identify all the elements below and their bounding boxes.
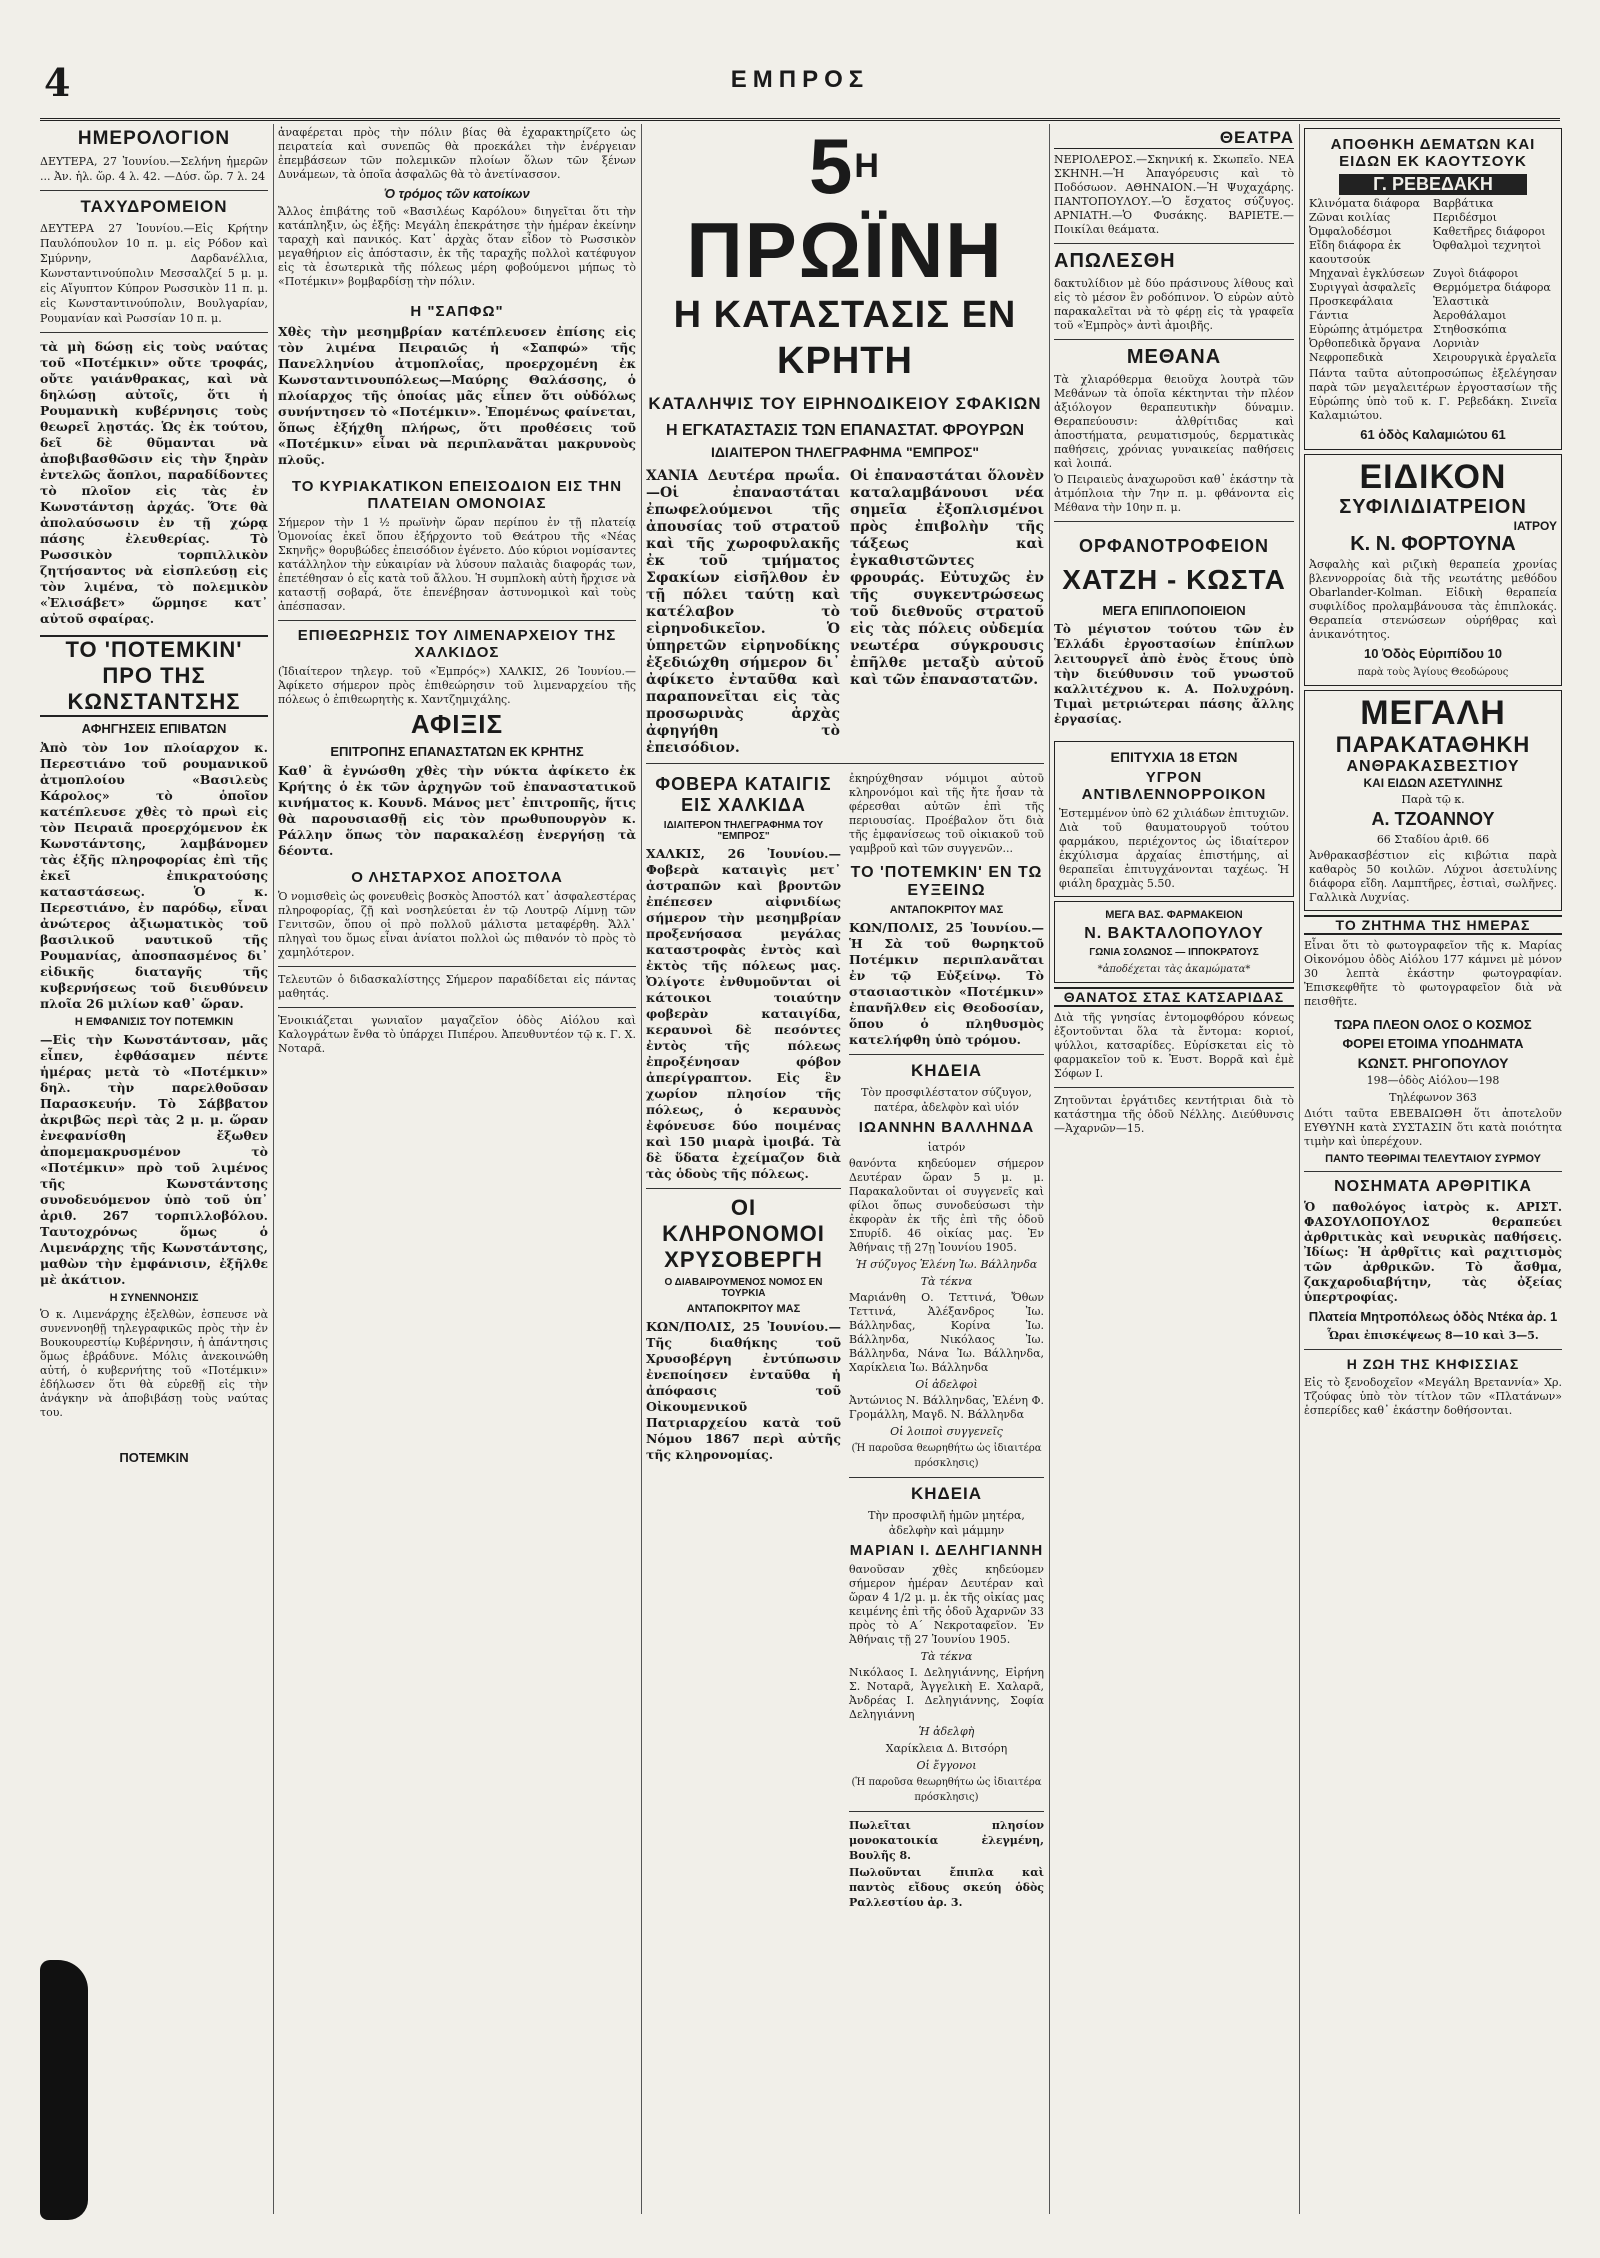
- peiraios-text: Ὁ Πειραιεὺς ἀναχωροῦσι καθ᾽ ἑκάστην τὰ ἀτμόπλοια τὴν 7ην π. μ. φθάνοντα εἰς Μέθανα τὴν 10ην π. μ.: [1054, 473, 1294, 514]
- apothiki-item: Λορνιὰν: [1433, 337, 1480, 350]
- nosimata-addr: Πλατεία Μητροπόλεως ὁδὸς Ντέκα ἀρ. 1: [1308, 1309, 1558, 1324]
- megali-title: ΜΕΓΑΛΗ: [1360, 694, 1506, 732]
- apoleshi-text: δακτυλίδιον μὲ δύο πράσινους λίθους καὶ εἰς τὸ μέσον ἓν ροδόπινον. Ὁ εὑρὼν αὐτὸ παρακαλεῖται νὰ τὸ φέρῃ εἰς τὰ γραφεῖα τοῦ «Ἐμπρὸς» ἀντὶ ἀμοιβῆς.: [1054, 277, 1294, 332]
- fovera-title: ΦΟΒΕΡΑ ΚΑΤΑΙΓΙΣ ΕΙΣ ΧΑΛΚΙΔΑ: [655, 774, 832, 815]
- tora-text: Διότι ταῦτα ΕΒΕΒΑΙΩΘΗ ὅτι ἀποτελοῦν ΕΥΘΥΝΗ κατὰ ΣΥΣΤΑΣΙΝ ὅτι κατὰ ποιότητα τιμὴν καὶ ὑπερέχουν.: [1304, 1107, 1562, 1148]
- divider: [1054, 521, 1294, 522]
- orfanotrofeion-text: Τὸ μέγιστον τούτου τῶν ἐν Ἑλλάδι ἐργοστασίων ἐπίπλων λειτουργεῖ ἀπὸ ἐνὸς ἔτους ὑπὸ τὴν διεύθυνσιν τοῦ γνωστοῦ καλλιτέχνου κ. Α. Πολυχρόνη. Τιμαὶ μετριώτεραι πάσης ἄλλης ἐργασίας.: [1054, 622, 1294, 726]
- hmerologion-text: ΔΕΥΤΕΡΑ, 27 Ἰουνίου.—Σελήνη ἡμερῶν ... Ἀν. ἡλ. ὥρ. 4 λ. 42. —Δύσ. ὥρ. 7 λ. 24: [40, 155, 268, 183]
- kideia-widow: Ἡ σύζυγος Ἑλένη Ἰω. Βάλληνδα: [855, 1258, 1038, 1271]
- kideia2-title: ΚΗΔΕΙΑ: [910, 1484, 983, 1503]
- farmakeion-ad: [1054, 901, 1294, 983]
- eidikon-address-note: παρὰ τοὺς Ἁγίους Θεοδώρους: [1357, 667, 1509, 678]
- xania-right: Οἱ ἐπαναστάται ὅλονὲν καταλαμβάνουσι νέα σημεῖα ἐξοπλισμένοι πρὸς ἐπιβολὴν τῆς τάξεως καὶ ἐγκαθιστῶντες φρουράς. Εὐτυχῶς ἐν τῆς συγκεντρώσεως τοῦ διεθνοῦς στρατοῦ εἰς τὰς πόλεις οὐδεμία νεωτέρα σύγκρουσις ἐπῆλθε μεταξὺ αὐτοῦ καὶ τῶν ἐπαναστατῶν.: [850, 468, 1044, 688]
- divider: [40, 190, 268, 191]
- divider: [1304, 1349, 1562, 1350]
- farmakeion-note: *ἀποδέχεται τὰς ἀκαμώματα*: [1097, 964, 1251, 975]
- epitheorisis-text: (Ἰδιαίτερον τηλεγρ. τοῦ «Ἐμπρός») ΧΑΛΚΙΣ, 26 Ἰουνίου.— Ἀφίκετο σήμερον πρὸς ἐπιθεώρησιν τοῦ λιμεναρχείου τῆς πόλεως ὁ ἐπιθεωρητὴς κ. Χαντζημιχάλης.: [278, 665, 636, 706]
- column-2: [278, 124, 636, 1058]
- divider: [646, 1188, 841, 1189]
- klironomoi-title: ΟΙ ΚΛΗΡΟΝΟΜΟΙ ΧΡΥΣΟΒΕΡΓΗ: [662, 1195, 825, 1272]
- potemkin-headline: ΤΟ 'ΠΟΤΕΜΚΙΝ' ΠΡΟ ΤΗΣ ΚΩΝΣΤΑΝΤΣΗΣ: [40, 635, 268, 717]
- megali-sub: ΠΑΡΑΚΑΤΑΘΗΚΗ: [1335, 732, 1531, 757]
- orfanotrofeion-name: ΧΑΤΖΗ - ΚΩΣΤΑ: [1062, 564, 1286, 595]
- kideia-sub: ἰατρόν: [927, 1141, 966, 1154]
- krete-headline: Η ΚΑΤΑΣΤΑΣΙΣ ΕΝ ΚΡΗΤΗ: [673, 294, 1017, 382]
- emfaniseis-subtitle: Η ΕΜΦΑΝΙΣΙΣ ΤΟΥ ΠΟΤΕΜΚΙΝ: [74, 1016, 234, 1028]
- subcolumn-left: [646, 770, 841, 1912]
- tromos-subtitle: Ὁ τρόμος τῶν κατοίκων: [384, 186, 530, 201]
- kideia2-children: Νικόλαος Ι. Δεληγιάννης, Εἰρήνη Σ. Νοταρᾶ, Ἀγγελικὴ Ε. Χαλαρᾶ, Ἀνδρέας Ι. Δεληγιάννης, Σοφία Δεληγιάννη: [849, 1666, 1044, 1721]
- megali-sub3: ΚΑΙ ΕΙΔΩΝ ΑΣΕΤΥΛΙΝΗΣ: [1363, 776, 1503, 790]
- afixis-text: Καθ᾽ ἃ ἐγνώσθη χθὲς τὴν νύκτα ἀφίκετο ἐκ Κρήτης ὁ ἐκ τῶν ἀρχηγῶν τοῦ ἐπαναστατικοῦ κινήματος κ. Κουνδ. Μάνος μετ᾽ ἐπιτροπῆς, ἥτις θὰ παρουσιασθῇ εἰς τὸν πρωθυπουργὸν κ. Ράλλην ὅπως τὸν παρακαλέσῃ ἐνεργήσῃ τὰ δέοντα.: [278, 763, 636, 858]
- kideia-children: Μαριάνθη Ο. Τεττινά, Ὄθων Τεττινά, Ἀλέξανδρος Ἰω. Βάλληνδας, Κορίνα Ἰω. Βάλληνδα, Νικόλαος Ἰω. Βάλληνδα, Νάνα Ἰω. Βάλληνδα, Χαρίκλεια Ἰω. Βάλληνδα: [849, 1291, 1044, 1374]
- megali-addr: 66 Σταδίου ἀριθ. 66: [1376, 833, 1490, 846]
- apothiki-item: Ὀμφαλοδέσμοι: [1309, 225, 1392, 238]
- apothiki-name: Γ. ΡΕΒΕΔΑΚΗ: [1339, 174, 1527, 195]
- megali-sub2: ΑΝΘΡΑΚΑΣΒΕΣΤΙΟΥ: [1346, 758, 1520, 775]
- headline-word: ΠΡΩΪΝΗ: [686, 206, 1004, 294]
- listarchos-text: Ὁ νομισθεὶς ὡς φονευθεὶς βοσκὸς Ἀποστόλ κατ᾽ ἀσφαλεστέρας πληροφορίας, ζῇ καὶ νοσηλεύεται ἐν τῷ Λουτρῷ Λίμνῃ τῶν Γενιτσῶν, ὅπου οἱ πρὸ πολλοῦ μάλιστα μεταφέρθη. Ἄλλ᾽ πληγαὶ του ὅμως εἶναι ἀνίατοι πολλοὶ ὡς πιθανόν τὸ πρὸς τὸ χαμηλότερον.: [278, 890, 636, 959]
- methana-title: ΜΕΘΑΝΑ: [1126, 346, 1222, 368]
- apothiki-item: Ὀρθοπεδικὰ ὄργανα: [1309, 337, 1421, 350]
- nosimata-hours: Ὧραι ἐπισκέψεως 8—10 καὶ 3—5.: [1327, 1329, 1539, 1342]
- apothiki-item: Καθετῆρες διάφοροι: [1433, 225, 1546, 238]
- apothiki-item: Ἀεροθάλαμοι: [1433, 309, 1507, 322]
- epitychia-title: ΕΠΙΤΥΧΙΑ 18 ΕΤΩΝ: [1110, 749, 1238, 765]
- potemkin-text: ΚΩΝ/ΠΟΛΙΣ, 25 Ἰουνίου.—Ἡ Σὰ τοῦ θωρηκτοῦ Ποτέμκιν περιπλανᾶται ἐν τῷ Εὐξείνῳ. Τὸ στασιαστικὸν «Ποτέμκιν» ἐπανῆλθεν εἰς Θεοδοσίαν, ὅπου ὁ πληθυσμὸς κατελήφθη ὑπὸ τρόμου.: [849, 920, 1044, 1047]
- telefotos-text: Τελευτῶν ὁ διδασκαλίστηςς Σήμερον παραδίδεται εἰς πάντας μαθητάς.: [278, 973, 636, 1000]
- zitima-title: ΤΟ ΖΗΤΗΜΑ ΤΗΣ ΗΜΕΡΑΣ: [1304, 915, 1562, 935]
- apothiki-ad: [1304, 128, 1562, 450]
- tora-name: ΚΩΝΣΤ. ΡΗΓΟΠΟΥΛΟΥ: [1357, 1055, 1509, 1071]
- eidikon-name: Κ. Ν. ΦΟΡΤΟΥΝΑ: [1350, 533, 1516, 555]
- divider: [849, 1811, 1044, 1812]
- apothiki-item: Περιδέσμοι: [1433, 211, 1497, 224]
- apothiki-item: Εἴδη διάφορα ἐκ καουτσούκ: [1309, 239, 1401, 266]
- antapokritou-label: ΑΝΤΑΠΟΚΡΙΤΟΥ ΜΑΣ: [889, 904, 1004, 916]
- farmakeion-title: ΜΕΓΑ ΒΑΣ. ΦΑΡΜΑΚΕΙΟΝ: [1105, 909, 1243, 921]
- farmakeion-name: Ν. ΒΑΚΤΑΛΟΠΟΥΛΟΥ: [1084, 925, 1264, 942]
- column-divider: [1049, 124, 1050, 2214]
- taxydromeion-text: ΔΕΥΤΕΡΑ 27 Ἰουνίου.—Εἰς Κρήτην Παυλόπουλον 10 π. μ. εἰς Ρόδον καὶ Σμύρνην, Δαρδανέλλια, Κωνσταντινούπολιν Μεσσαλζεί 5 μ. μ. εἰς Αἴγυπτον Κύπρον Ρωσσικὸν 11 π. μ. εἰς Κωνσταντινούπολιν, Βουλγαρίαν, Ρουμανίαν καὶ Ρωσσίαν 10 π. μ.: [40, 222, 268, 325]
- kideia2-name: ΜΑΡΙΑΝ Ι. ΔΕΛΗΓΙΑΝΝΗ: [849, 1542, 1044, 1559]
- divider: [1054, 339, 1294, 340]
- xania-left: ΧΑΝΙΑ Δευτέρα πρωΐα. —Οἱ ἐπαναστάται ἐπωφελούμενοι τῆς ἀπουσίας τοῦ στρατοῦ καὶ τῆς χωροφυλακῆς ἐκ τοῦ τμήματος Σφακίων εἰσῆλθον ἐν τῇ πόλει ταύτῃ καὶ κατέλαβον τὸ εἰρηνοδικεῖον. Ὁ ὑπηρετῶν εἰρηνοδίκης ἐξεδιώχθη σήμερον δι᾽ ἀφίκετο ἐνταῦθα καὶ παραπονεῖται εἰς τὰς προσωρινὰς ἀρχὰς ἀφηγήθη τὸ ἐπεισόδιον.: [646, 468, 840, 756]
- antapokritou-label: ΑΝΤΑΠΟΚΡΙΤΟΥ ΜΑΣ: [686, 1303, 801, 1315]
- column-divider: [1299, 124, 1300, 2214]
- tora-title: ΤΩΡΑ ΠΛΕΟΝ ΟΛΟΣ Ο ΚΟΣΜΟΣ: [1334, 1017, 1532, 1032]
- afixis-title: ΑΦΙΞΙΣ: [410, 709, 504, 739]
- kideia-relatives: Οἱ λοιποὶ συγγενεῖς: [890, 1425, 1003, 1438]
- kideia-text: θανόντα κηδεύομεν σήμερον Δευτέραν ὥραν 5 μ. μ. Παρακαλοῦνται οἱ συγγενεῖς καὶ φίλοι ὅπως συνοδεύσωσι τὴν ἐκφορὰν ἐκ τῆς ἐπὶ τῆς ὁδοῦ Σπυρίδ. 46 οἰκίας μας. Ἐν Ἀθήναις τῇ 27ῃ Ἰουνίου 1905.: [849, 1157, 1044, 1254]
- nosimata-text: Ὁ παθολόγος ἰατρὸς κ. ΑΡΙΣΤ. ΦΑΣΟΥΛΟΠΟΥΛΟΣ θεραπεύει ἀρθριτικὰς καὶ νευρικὰς παθήσεις. Ἰδίως: Ἡ ἀρθρῖτις καὶ ραχιτισμὸς τῶν ἀρθρικῶν. Τὸ ἄσθμα, ζακχαροδιαβήτην, τὰς ὀξείας ὑπερτροφίας.: [1304, 1200, 1562, 1304]
- epeisodion-text: Σήμερον τὴν 1 ½ πρωϊνὴν ὥραν περίπου ἐν τῇ πλατείᾳ Ὁμονοίας ἐκεῖ ὅπου ἐξήρχοντο τοῦ Θεάτρου τῆς «Νέας Σκηνῆς» θορυβώδες ἐπεισόδιον ἐγένετο. Δύο κύριοι νομίσαντες κατάλληλον τὴν εὐκαιρίαν νὰ λύσουν παλαιὰς διαφοράς των, ἐπετέθησαν ὁ εἷς κατὰ τοῦ ἄλλου. Ἡ συμπλοκὴ αὐτὴ ἤρχισε νὰ καταστῇ σοβαρά, ὅτε ἐπενέβησαν ἀστυνομικοὶ καὶ τοὺς ἀπέσπασαν.: [278, 516, 636, 613]
- headline-number: 5: [809, 122, 855, 210]
- megali-para: Παρὰ τῷ κ.: [1401, 793, 1465, 806]
- orfanotrofeion-title: ΟΡΦΑΝΟΤΡΟΦΕΙΟΝ: [1078, 536, 1270, 556]
- epitheorisis-title: ΕΠΙΘΕΩΡΗΣΙΣ ΤΟΥ ΛΙΜΕΝΑΡΧΕΙΟΥ ΤΗΣ ΧΑΛΚΙΔΟΣ: [297, 627, 617, 661]
- kideia-children-title: Τὰ τέκνα: [920, 1275, 973, 1288]
- divider: [646, 763, 1044, 764]
- apothiki-item: Προσκεφάλαια: [1309, 295, 1394, 308]
- megali-text: Ἀνθρακασβέστιον εἰς κιβώτια παρὰ καθαρὸς 50 κοιλῶν. Λύχνοι ἀσετυλίνης διάφορα εἴδη. Λαμπτῆρες, ἐστιαὶ, σωλῆνες. Γαλλικὰ Λυχνίας.: [1309, 849, 1557, 904]
- enoikiazetai-text: Ἐνοικιάζεται γωνιαῖον μαγαζεῖον ὁδὸς Αἰόλου καὶ Καλογράτων ἔνθα τὸ ὑπάρχει Πιπέρου. Ἀπευθυντέον τῷ κ. Γ. Χ. Νοταρᾶ.: [278, 1014, 636, 1055]
- hmerologion-title: ΗΜΕΡΟΛΟΓΙΟΝ: [77, 128, 231, 149]
- klironomoi-text: ΚΩΝ/ΠΟΛΙΣ, 25 Ἰουνίου.—Τῆς διαθήκης τοῦ Χρυσοβέργη ἐντύπωσιν ἐνεποίησεν ἐνταῦθα ἡ ἀπόφασις τοῦ Οἰκουμενικοῦ Πατριαρχείου κατὰ τοῦ Νόμου 1867 περὶ αὐτῆς τῆς κληρονομίας.: [646, 1319, 841, 1462]
- apothiki-item: Νεφροπεδικὰ: [1309, 351, 1384, 364]
- kideia-siblings-title: Οἱ ἀδελφοὶ: [915, 1378, 978, 1391]
- apothiki-text: Πάντα ταῦτα αὐτοπροσώπως ἐξελέγησαν παρὰ τῶν μεγαλειτέρων ἐργοστασίων τῆς Εὐρώπης ὑπὸ τοῦ κ. Γ. Ρεβεδάκη. Σινεῖα Καλαμιώτου.: [1309, 367, 1557, 422]
- potemkin-title: ΤΟ 'ΠΟΤΕΜΚΙΝ' ΕΝ ΤΩ ΕΥΞΕΙΝΩ: [850, 864, 1043, 899]
- lower-subcolumns: [646, 770, 1044, 1912]
- theatra-title: ΘΕΑΤΡΑ: [1054, 128, 1294, 149]
- epitychia-name: ΥΓΡΟΝ ΑΝΤΙΒΛΕΝΝΟΡΡΟΙΚΟΝ: [1081, 769, 1267, 803]
- sapfo-text: Χθὲς τὴν μεσημβρίαν κατέπλευσεν ἐπίσης εἰς τὸν λιμένα Πειραιῶς ἡ «Σαπφώ» τῆς Πανελληνίου ἀτμοπλοΐας, προερχομένη ἐκ Κωνσταντινουπόλεως—Μαύρης Θαλάσσης, ὁ πλοίαρχος τῆς ὁποίας μᾶς εἶπεν ὅτι οὐδόλως συνήντησεν τὸ «Ποτέμκιν». Ἐπομένως φαίνεται, ὅπως ἐξήχθη πλήρως, ὅτι προθέσεις τοῦ «Ποτέμκιν» εἶναι νὰ περιπλανᾶται μακρυνοὺς πλοῦς.: [278, 324, 636, 467]
- apothiki-item: Εὐρώπης ἀτμόμετρα: [1309, 323, 1423, 336]
- headline-ordinal: Η: [854, 147, 881, 185]
- klironomoi-subtitle: Ο ΔΙΑΒΑΙΡΟΥΜΕΝΟΣ ΝΟΜΟΣ ΕΝ ΤΟΥΡΚΙΑ: [664, 1277, 823, 1299]
- divider: [278, 966, 636, 967]
- apothiki-item: Συριγγαὶ ἀσφαλεῖς: [1309, 281, 1416, 294]
- nosimata-title: ΝΟΣΗΜΑΤΑ ΑΡΘΡΙΤΙΚΑ: [1334, 1178, 1532, 1195]
- katsarides-text: Διὰ τῆς γνησίας ἐντομοφθόρου κόνεως ἐξοντοῦνται ὅλα τὰ ἔντομα: κοριοί, ψύλλοι, κατσαρίδες. Εὑρίσκεται εἰς τὸ φαρμακεῖον τοῦ κ. Ἐυστ. Βορρᾶ καὶ ἐμὲ Σόφων Ι.: [1054, 1011, 1294, 1080]
- article-text: ἀναφέρεται πρὸς τὴν πόλιν βίας θὰ ἐχαρακτηρίζετο ὡς πειρατεία καὶ συνεπῶς θὰ προεκάλει τὴν ἐνέργειαν ἐπεμβάσεων τῶν πολεμικῶν πλοίων ὅλων τῶν ξένων Δυνάμεων, τὰ ὁποῖα ἀσφαλῶς θὰ τὸ ἀνετίνασσον.: [278, 126, 636, 181]
- end-subtitle: ΠΟΤΕΜΚΙΝ: [119, 1450, 189, 1465]
- eidikon-iatrou: ΙΑΤΡΟΥ: [1513, 519, 1557, 533]
- kideia-title: ΚΗΔΕΙΑ: [910, 1061, 983, 1080]
- taxydromeion-title: ΤΑΧΥΔΡΟΜΕΙΟΝ: [80, 197, 228, 216]
- afixeis-text: Ἀπὸ τὸν 1ον πλοίαρχον κ. Περεστιάνο τοῦ ρουμανικοῦ ἀτμοπλοίου «Βασιλεὺς Κάρολος» τὸ ὁποῖον κατέπλευσε χθὲς τὸ πρωὶ εἰς τὸν Πειραιᾶ προερχόμενον ἐκ Κωνστάντσης, λαμβάνομεν τὰς ἑξῆς πληροφορίας ἐπὶ τῆς ἐκεῖ ἐπικρατούσης καταστάσεως. Ὁ κ. Περεστιάνο, ἐν παρόδῳ, εἶναι ἀνώτερος ἀξιωματικὸς τοῦ βασιλικοῦ ναυτικοῦ τῆς Ρουμανίας, ἀποσπασμένος δι᾽ εἰδικῆς διαταγῆς τῆς κυβερνήσεως τοῦ διευθύνειν πλοῖα 26 μιλίων καθ᾽ ὥραν.: [40, 740, 268, 1011]
- theatra-text: ΝΕΡΙΟΛΕΡΟΣ.—Σκηνική κ. Σκωπεῖο. ΝΕΑ ΣΚΗΝΗ.—Ἡ Ἀπαγόρευσις καὶ τὸ Ποδόσωον. ΑΘΗΝΑΙΟΝ.—Ἡ Ψυχαχάρης. ΠΑΝΤΟΠΟΥΛΟΥ.—Ὁ ἔσχατος σύζυγος. ΑΡΝΙΑΤΗ.—Ὁ Φυσάκης. ΒΑΡΙΕΤΕ.—Ποικίλαι θεάματα.: [1054, 153, 1294, 236]
- column-3: [646, 124, 1044, 1912]
- kideia2-grandchildren: Οἱ ἔγγονοι: [916, 1759, 977, 1772]
- eidikon-sub: ΣΥΦΙΛΙΔΙΑΤΡΕΙΟΝ: [1339, 496, 1527, 518]
- farmakeion-sub: ΓΩΝΙΑ ΣΟΛΩΝΟΣ — ΙΠΠΟΚΡΑΤΟΥΣ: [1089, 947, 1259, 958]
- divider: [1054, 1087, 1294, 1088]
- main-headline: [646, 124, 1044, 292]
- kideia2-sister-title: Ἡ ἀδελφὴ: [918, 1725, 975, 1738]
- eidikon-title: ΕΙΔΙΚΟΝ: [1359, 458, 1507, 496]
- synennoisis-text: Ὁ κ. Λιμενάρχης ἐξελθὼν, ἐσπευσε νὰ συνεννοηθῇ τηλεγραφικῶς πρὸς τὴν ἐν Βουκουρεστίῳ Κυβέρνησιν, ἡ ἀπάντησις ὅμως ἐβράδυνε. Μόλις ἀνεκοινώθη αὐτή, ὁ κυβερνήτης τοῦ «Ποτέμκιν» ἐδήλωσεν ὅτι θὰ εὑρεθῇ εἰς τὴν ἀνάγκην νὰ ἀποβιβάσῃ τοὺς ναύτας του.: [40, 1308, 268, 1419]
- megali-name: Α. ΤΖΟΑΝΝΟΥ: [1371, 809, 1495, 829]
- apothiki-title: ΑΠΟΘΗΚΗ ΔΕΜΑΤΩΝ ΚΑΙ ΕΙΔΩΝ ΕΚ ΚΑΟΥΤΣΟΥΚ: [1330, 136, 1536, 170]
- tora-close: ΠΑΝΤΟ ΤΕΘΡΙΜΑΙ ΤΕΛΕΥΤΑΙΟΥ ΣΥΡΜΟΥ: [1325, 1153, 1541, 1165]
- methana-text: Τὰ χλιαρόθερμα θειοῦχα λουτρὰ τῶν Μεθάνων τὰ ὁποῖα κέκτηνται τὴν πλέον ἀξιόλογον θεραπευτικὴν δύναμιν. Θεραπεύουσιν: ἀλθρίτιδας καὶ ἀποστήματα, ρευματισμούς, δερματικὰς παθήσεις, χρόνιας γυναικείας παθήσεις καὶ λοιπά.: [1054, 373, 1294, 470]
- listarchos-title: Ο ΛΗΣΤΑΡΧΟΣ ΑΠΟΣΤΟΛΑ: [351, 869, 563, 886]
- divider: [40, 332, 268, 333]
- divider: [278, 620, 636, 621]
- ergasia-text: Ζητοῦνται ἐργάτιδες κεντήτριαι διὰ τὸ κατάστημα τῆς ὁδοῦ Νέλλης. Διεύθυνσις—Ἀχαρνῶν—15.: [1054, 1094, 1294, 1135]
- tromos-text: Ἄλλος ἐπιβάτης τοῦ «Βασιλέως Καρόλου» διηγεῖται ὅτι τὴν κατάπληξιν, ὡς ἐξῆς: Μεγάλη ἐπεκράτησε τὴν ἡμέραν ἐκείνην ταραχὴ καὶ πανικός. Κατ᾽ ἀρχὰς ὅταν εἶδον τὸ Ρωσσικὸν μεγαθήριον εἰς ἀπόστασιν, ἐκ τῆς ταραχῆς πολλοὶ κατέφυγον εἰς τὰ ἐσωτερικὰ τῆς πόλεως μέρη φοβούμενοι μήπως τὸ «Ποτέμκιν» βομβαρδίσῃ τὴν πόλιν.: [278, 205, 636, 288]
- kideia-note: (Ἡ παροῦσα θεωρηθήτω ὡς ἰδιαιτέρα πρόσκλησις): [851, 1443, 1042, 1469]
- newspaper-title: ΕΜΠΡΟΣ: [730, 66, 870, 93]
- kifissia-text: Εἰς τὸ ξενοδοχεῖον «Μεγάλη Βρεταννία» Χρ. Τζούφας ὑπὸ τὸν τίτλον τῶν «Πλατάνων» ἑσπερίδες καθ᾽ ἑκάστην δοθήσονται.: [1304, 1376, 1562, 1417]
- classified-ad: Πωλεῖται πλησίον μονοκατοικία ἐλεγμένη, Βουλῆς 8.: [849, 1819, 1044, 1862]
- zitima-text: Εἶναι ὅτι τὸ φωτογραφεῖον τῆς κ. Μαρίας Οἰκονόμου ὁδὸς Αἰόλου 177 κάμνει μὲ μόνον 30 λεπτὰ ἑκάστην φωτογραφίαν. Ἐπισκεφθῆτε τὸ φωτογραφεῖον διὰ νὰ πεισθῆτε.: [1304, 939, 1562, 1008]
- apothiki-item: Θερμόμετρα διάφορα: [1433, 281, 1551, 294]
- masthead: [40, 58, 1560, 121]
- afixeis-subtitle: ΑΦΗΓΗΣΕΙΣ ΕΠΙΒΑΤΩΝ: [81, 721, 227, 736]
- apothiki-item: Ζυγοὶ διάφοροι: [1433, 267, 1519, 280]
- eidikon-text: Ἀσφαλὴς καὶ ριζικὴ θεραπεία χρονίας βλεννορροίας διὰ τῆς νεωτάτης μεθόδου Obarlander-Kolman. Εἰδικὴ θεραπεία συφιλίδος προλαμβάνουσα τὰς ἐπιπλοκάς. Θεραπεία στενώσεων οὐρήθρας καὶ ἀνικανότητος.: [1309, 558, 1557, 641]
- tora-addr: 198—ὁδὸς Αἰόλου—198: [1366, 1074, 1500, 1087]
- telegram-label: ΙΔΙΑΙΤΕΡΟΝ ΤΗΛΕΓΡΑΦΗΜΑ "ΕΜΠΡΟΣ": [710, 444, 980, 460]
- sfakion-subtitle: ΚΑΤΑΛΗΨΙΣ ΤΟΥ ΕΙΡΗΝΟΔΙΚΕΙΟΥ ΣΦΑΚΙΩΝ: [648, 394, 1042, 413]
- tora-phone: Τηλέφωνον 363: [1389, 1091, 1477, 1104]
- epitychia-text: Ἐστεμμένον ὑπὸ 62 χιλιάδων ἐπιτυχιῶν. Διὰ τοῦ θαυματουργοῦ τούτου φαρμάκου, περιέχοντος ὡς ἰδιαίτερον ἐκχύλισμα ἀρχαίας ἐπιστήμης, αἱ θεραπεῖαι ἐπιτυγχάνονται ταχέως. Ἡ φιάλη δραχμὰς 5.50.: [1059, 807, 1289, 890]
- apothiki-item: Μηχαναὶ ἐγκλύσεων: [1309, 267, 1425, 280]
- column-5: [1304, 124, 1562, 1420]
- afixis-subtitle: ΕΠΙΤΡΟΠΗΣ ΕΠΑΝΑΣΤΑΤΩΝ ΕΚ ΚΡΗΤΗΣ: [330, 744, 584, 759]
- kideia2-note: (Ἡ παροῦσα θεωρηθήτω ὡς ἰδιαιτέρα πρόσκλησις): [851, 1777, 1042, 1803]
- apothiki-item: Στηθοσκόπια: [1433, 323, 1507, 336]
- xania-article: [646, 468, 1044, 757]
- divider: [1054, 243, 1294, 244]
- divider: [1304, 1171, 1562, 1172]
- orfanotrofeion-sub: ΜΕΓΑ ΕΠΙΠΛΟΠΟΙΕΙΟΝ: [1102, 603, 1246, 618]
- page-number: 4: [44, 60, 71, 105]
- subcolumn-right: [849, 770, 1044, 1912]
- divider: [278, 1007, 636, 1008]
- divider: [849, 1477, 1044, 1478]
- tora-sub: ΦΟΡΕΙ ΕΤΟΙΜΑ ΥΠΟΔΗΜΑΤΑ: [1342, 1036, 1524, 1051]
- apoleshi-title: ΑΠΩΛΕΣΘΗ: [1054, 250, 1176, 272]
- eidikon-address: 10 Ὁδὸς Εὐριπίδου 10: [1364, 646, 1502, 661]
- divider: [849, 1054, 1044, 1055]
- article-text: τὰ μὴ δώσῃ εἰς τοὺς ναύτας τοῦ «Ποτέμκιν» οὔτε τροφάς, οὔτε γαιάνθρακας, καὶ νὰ δηλώσῃ αὐτοῖς, ὅτι ἡ Ρουμανικὴ κυβέρνησις τοὺς θεωρεῖ λῃστάς. Ὡς ἐκ τούτου, δεῖ δὲ θῦμανται νὰ ἀποβιβασθῶσιν εἰς τὴν ξηρὰν ἐντελῶς ἄοπλοι, παραδίδοντες τὸ πλοῖον εἰς τὰς ἐν Κωνστάντσῃ ἀρχάς. Ὅτε θὰ ἀπολαύσωσιν ἐν τῇ χώρᾳ πάσης ἐλευθερίας. Τὸ Ρωσσικὸν τορπιλλικὸν ζητήσαντος νὰ εἰσπλεύσῃ εἰς τὸν λιμένα, τὸ πολεμικὸν «Ἐλισάβετ» ὥρμησε κατ᾽ αὐτοῦ σφαίρας.: [40, 339, 268, 626]
- kideia2-text: θανοῦσαν χθὲς κηδεύομεν σήμερον ἡμέραν Δευτέραν καὶ ὥραν 4 1/2 μ. μ. ἐκ τῆς οἰκίας μας κειμένης ἐπὶ τῆς ὁδοῦ Ἀχαρνῶν 33 πρὸς τὸ Α΄ Νεκροταφεῖον. Ἐν Ἀθήναις τῇ 27 Ἰουνίου 1905.: [849, 1563, 1044, 1646]
- kideia2-children-title: Τὰ τέκνα: [920, 1650, 973, 1663]
- apothiki-items: [1309, 197, 1557, 365]
- kideia-intro: Τὸν προσφιλέστατον σύζυγον, πατέρα, ἀδελφὸν καὶ υἱόν: [861, 1086, 1032, 1114]
- kideia2-sister: Χαρίκλεια Δ. Βιτσόρη: [885, 1742, 1008, 1755]
- kifissia-title: Η ΖΩΗ ΤΗΣ ΚΗΦΙΣΣΙΑΣ: [1346, 1356, 1520, 1372]
- epeisodion-title: ΤΟ ΚΥΡΙΑΚΑΤΙΚΟΝ ΕΠΕΙΣΟΔΙΟΝ ΕΙΣ ΤΗΝ ΠΛΑΤΕΙΑΝ ΟΜΟΝΟΙΑΣ: [291, 478, 623, 512]
- apothiki-address: 61 ὁδὸς Καλαμιώτου 61: [1360, 427, 1506, 442]
- kideia-name: ΙΩΑΝΝΗΝ ΒΑΛΛΗΝΔΑ: [858, 1119, 1035, 1136]
- eidikon-ad: [1304, 454, 1562, 686]
- sapfo-title: Η "ΣΑΠΦΩ": [410, 303, 504, 320]
- megali-ad: [1304, 690, 1562, 911]
- column-divider: [273, 124, 274, 2214]
- fovera-continued: ἐκηρύχθησαν νόμιμοι αὐτοῦ κληρονόμοι καὶ τῆς ἤτε ἦσαν τὰ φέρεσθαι αὐτῶν ἐπὶ τῆς περιουσίας. Προέβαλον ὅτι διὰ τῆς ἐμφανίσεως τοῦ οἰκιακοῦ τοῦ γαμβροῦ καὶ τῶν συγγενῶν...: [849, 772, 1044, 855]
- emfaniseis-text: —Εἰς τὴν Κωνστάντσαν, μᾶς εἶπεν, ἐφθάσαμεν πέντε ἡμέρας μετὰ τὸ «Ποτέμκιν» δηλ. τὴν παρελθοῦσαν Παρασκευήν. Τὸ Σάββατον ἀκριβῶς περὶ τὰς 2 μ. μ. ὥραν ἐνεφανίσθη ἔξωθεν ἀπομεμακρυσμένον τὸ «Ποτέμκιν» πρὸ τοῦ λιμένος τῆς Κωνστάντσης συνοδευόμενον ὑπὸ τοῦ ὑπ᾽ ἀριθ. 267 τορπιλλοβόλου. Ταυτοχρόνως ὅμως ὁ Λιμενάρχης τῆς Κωνστάντσης, μαθὼν τὴν ἐμφάνισιν, ἐξῆλθε μὲ ἀκάτιον.: [40, 1032, 268, 1287]
- apothiki-item: Κλινόματα διάφορα: [1309, 197, 1420, 210]
- apothiki-item: Γάντια: [1309, 309, 1349, 322]
- classified-ad: Πωλοῦνται ἔπιπλα καὶ παντὸς εἴδους σκεύη ὁδὸς Ραλλεστίου ἀρ. 3.: [849, 1866, 1044, 1909]
- column-divider: [641, 124, 642, 2214]
- column-4: [1054, 124, 1294, 1138]
- apothiki-item: Ἐλαστικὰ: [1433, 295, 1489, 308]
- katsarides-title: ΘΑΝΑΤΟΣ ΣΤΑΣ ΚΑΤΣΑΡΙΔΑΣ: [1054, 987, 1294, 1007]
- fovera-text: ΧΑΛΚΙΣ, 26 Ἰουνίου.— Φοβερὰ καταιγὶς μετ᾽ ἀστραπῶν καὶ βροντῶν ἐπέπεσεν αἰφνιδίως σήμερον τὴν μεσημβρίαν προξενήσασα μεγάλας καταστροφὰς ἐντὸς καὶ ἐκτὸς τῆς πόλεως μας. Ὀλίγοτε ἐνθυμοῦνται οἱ κάτοικοι τοιαύτην φοβερὰν καταιγίδα, κεραυνοὶ δὲ πεσόντες ἐντὸς τῆς πόλεως ἐπροξένησαν φόβον ἀπερίγραπτον. Εἰς ἓν χωρίον πλησίον τῆς πόλεως, ὁ κεραυνὸς ἐφόνευσε δύο ποιμένας καὶ 150 μιαρὰ ἰμοιβά. Τὰ δὲ ὕδατα ἐχείμαζον διὰ τὰς ὁδοὺς τῆς πόλεως.: [646, 846, 841, 1181]
- fovera-telegram: ΙΔΙΑΙΤΕΡΟΝ ΤΗΛΕΓΡΑΦΗΜΑ ΤΟΥ "ΕΜΠΡΟΣ": [663, 820, 824, 842]
- apothiki-item: Ὀφθαλμοὶ τεχνητοὶ: [1433, 239, 1542, 252]
- ink-stain: [40, 1960, 88, 2220]
- synennoisis-subtitle: Η ΣΥΝΕΝΝΟΗΣΙΣ: [109, 1292, 199, 1304]
- apothiki-item: Ζῶναι κοιλίας: [1309, 211, 1391, 224]
- kideia2-intro: Τὴν προσφιλῆ ἡμῶν μητέρα, ἀδελφὴν καὶ μάμμην: [868, 1509, 1025, 1537]
- apothiki-item: Βαρβάτικα: [1433, 197, 1494, 210]
- kideia-siblings: Ἀντώνιος Ν. Βάλληνδας, Ἑλένη Φ. Γρομάλλη, Μαγδ. Ν. Βάλληνδα: [849, 1394, 1044, 1421]
- epitychia-ad: [1054, 741, 1294, 897]
- column-1: [40, 124, 268, 1469]
- apothiki-item: Χειρουργικὰ ἐργαλεῖα: [1433, 351, 1557, 364]
- egkatastasis-subtitle: Η ΕΓΚΑΤΑΣΤΑΣΙΣ ΤΩΝ ΕΠΑΝΑΣΤΑΤ. ΦΡΟΥΡΩΝ: [665, 422, 1025, 439]
